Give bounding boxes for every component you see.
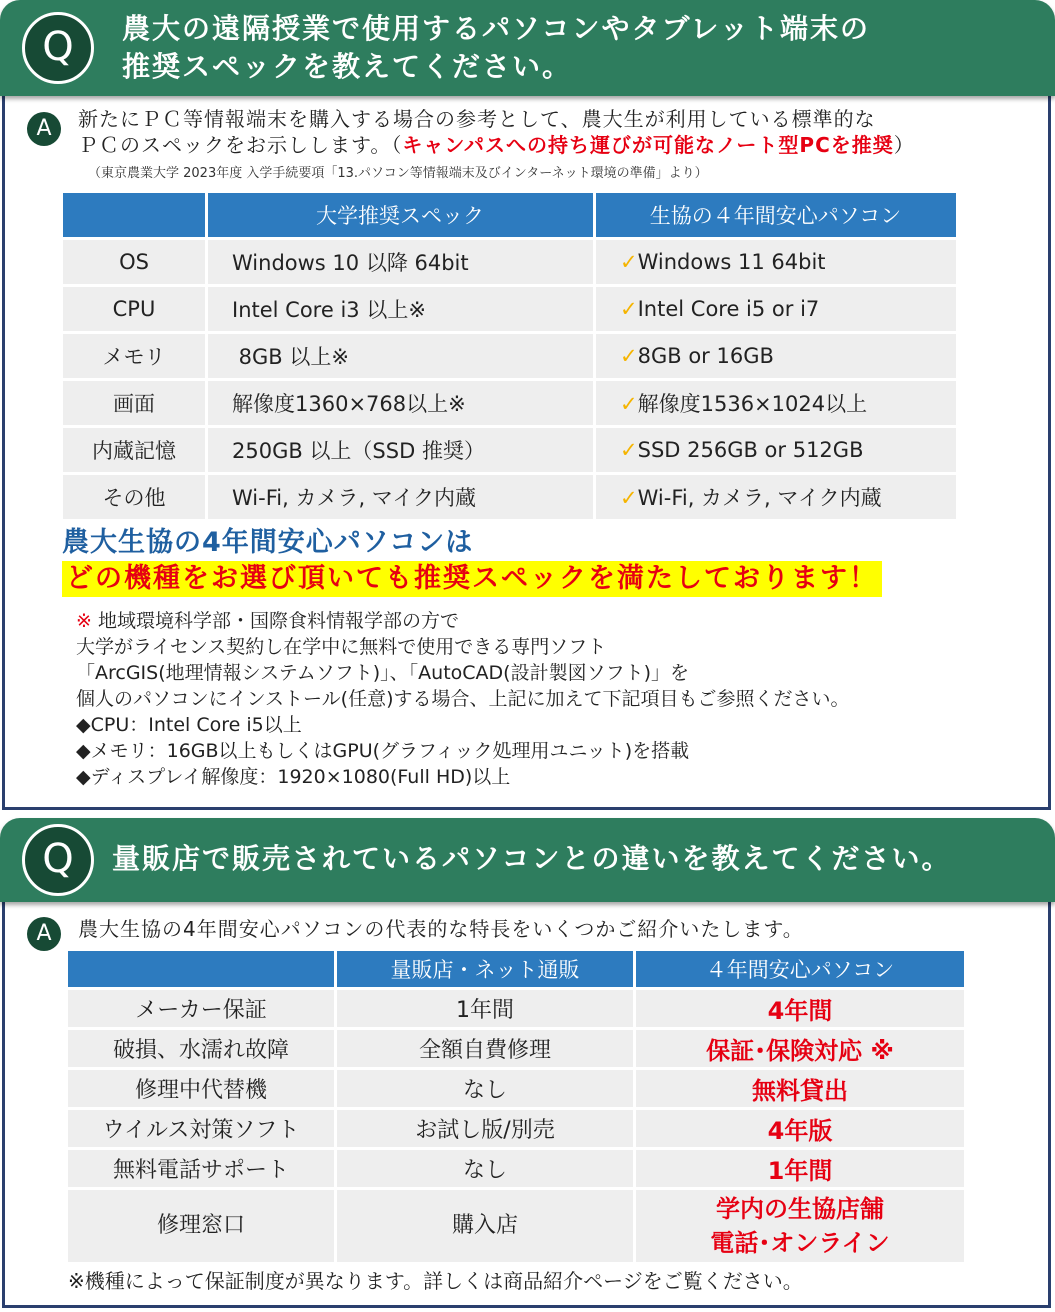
cmp-header-blank [68, 951, 334, 987]
spec-recommended: 8GB 以上※ [208, 334, 593, 378]
spec-coop [596, 381, 956, 425]
spec-header-blank [63, 193, 205, 237]
spec-coop [596, 428, 956, 472]
notes-line5: ◆CPU：Intel Core i5以上 [76, 714, 302, 736]
spec-label: 画面 [63, 381, 205, 425]
cmp-label: メーカー保証 [68, 990, 334, 1027]
spec-label: CPU [63, 287, 205, 331]
software-notes [76, 608, 850, 790]
cmp-header-store: 量販店・ネット通販 [337, 951, 633, 987]
spec-recommended: Intel Core i3 以上※ [208, 287, 593, 331]
q1-answer-line2 [78, 132, 915, 158]
q1-title [122, 10, 870, 86]
spec-header-coop: 生協の４年間安心パソコン [596, 193, 956, 237]
notes-line3: 「ArcGIS(地理情報システムソフト)」、「AutoCAD(設計製図ソフト)」を [76, 662, 689, 684]
cmp-coop [636, 1190, 964, 1262]
q1-answer-line1: 新たにＰＣ等情報端末を購入する場合の参考として、農大生が利用している標準的な [78, 107, 876, 131]
spec-coop [596, 240, 956, 284]
table-row [68, 1110, 964, 1147]
cmp-store: なし [337, 1150, 633, 1187]
cmp-coop: 4年間 [636, 990, 964, 1027]
notes-line2: 大学がライセンス契約し在学中に無料で使用できる専門ソフト [76, 636, 607, 658]
spec-coop-value: Wi-Fi, カメラ, マイク内蔵 [637, 486, 882, 510]
table-row [68, 1030, 964, 1067]
spec-coop [596, 334, 956, 378]
cmp-label: 無料電話サポート [68, 1150, 334, 1187]
table-row [63, 240, 956, 284]
table-row [63, 287, 956, 331]
cmp-label: ウイルス対策ソフト [68, 1110, 334, 1147]
table-row [68, 1070, 964, 1107]
q2-header-bar [0, 818, 1055, 902]
cmp-store: 購入店 [337, 1190, 633, 1262]
spec-label: 内蔵記憶 [63, 428, 205, 472]
check-icon: ✓ [620, 250, 638, 274]
spec-recommended: 解像度1360×768以上※ [208, 381, 593, 425]
spec-label: OS [63, 240, 205, 284]
q2-answer: 農大生協の4年間安心パソコンの代表的な特長をいくつかご紹介いたします。 [78, 917, 804, 941]
spec-recommended: Windows 10 以降 64bit [208, 240, 593, 284]
check-icon: ✓ [620, 486, 638, 510]
spec-coop [596, 287, 956, 331]
spec-table [60, 190, 959, 522]
notes-line6: ◆メモリ：16GB以上もしくはGPU(グラフィック処理用ユニット)を搭載 [76, 740, 690, 762]
cmp-store: 全額自費修理 [337, 1030, 633, 1067]
spec-coop-value: Intel Core i5 or i7 [637, 297, 820, 321]
cmp-store: 1年間 [337, 990, 633, 1027]
notes-line1-text: 地域環境科学部・国際食料情報学部の方で [91, 610, 459, 632]
notes-line7: ◆ディスプレイ解像度：1920×1080(Full HD)以上 [76, 766, 511, 788]
table-header-row [63, 193, 956, 237]
note-mark: ※ [76, 610, 92, 632]
cmp-coop-line2: 電話･オンライン [710, 1229, 890, 1257]
meets-spec-banner: どの機種をお選び頂いても推奨スペックを満たしております！ [62, 561, 882, 597]
spec-recommended: Wi-Fi, カメラ, マイク内蔵 [208, 475, 593, 519]
table-row [68, 1150, 964, 1187]
check-icon: ✓ [620, 438, 638, 462]
spec-coop-value: 解像度1536×1024以上 [637, 392, 868, 416]
cmp-store: お試し版/別売 [337, 1110, 633, 1147]
cmp-label: 修理中代替機 [68, 1070, 334, 1107]
spec-label: その他 [63, 475, 205, 519]
cmp-header-coop: ４年間安心パソコン [636, 951, 964, 987]
cmp-coop: 1年間 [636, 1150, 964, 1187]
q1-header-bar [0, 0, 1055, 96]
a-badge: A [27, 112, 61, 146]
q1-title-line2: 推奨スペックを教えてください。 [122, 50, 573, 83]
cmp-store: なし [337, 1070, 633, 1107]
cmp-coop: 無料貸出 [636, 1070, 964, 1107]
q1-answer [78, 106, 915, 158]
source-citation: （東京農業大学 2023年度 入学手続要項「13.パソコン等情報端末及びインターネット環境の準備」より） [88, 166, 708, 181]
cmp-label: 修理窓口 [68, 1190, 334, 1262]
table-row [68, 1190, 964, 1262]
spec-coop [596, 475, 956, 519]
spec-coop-value: Windows 11 64bit [637, 250, 826, 274]
cmp-label: 破損、水濡れ故障 [68, 1030, 334, 1067]
table-row [63, 428, 956, 472]
spec-coop-value: 8GB or 16GB [637, 344, 774, 368]
cmp-coop: 保証･保険対応 ※ [636, 1030, 964, 1067]
q1-answer-line2-close: ） [893, 133, 915, 157]
notebook-recommend-text: キャンパスへの持ち運びが可能なノート型PCを推奨 [402, 133, 894, 157]
spec-recommended: 250GB 以上（SSD 推奨） [208, 428, 593, 472]
comparison-table [65, 948, 967, 1265]
check-icon: ✓ [620, 392, 638, 416]
q1-answer-line2-text: ＰＣのスペックをお示しします。（ [78, 133, 403, 157]
a-badge: A [27, 917, 61, 951]
spec-header-recommended: 大学推奨スペック [208, 193, 593, 237]
warranty-footnote: ※機種によって保証制度が異なります。詳しくは商品紹介ページをご覧ください。 [68, 1269, 803, 1293]
table-row [63, 475, 956, 519]
table-row [68, 990, 964, 1027]
coop-pc-heading: 農大生協の4年間安心パソコンは [62, 527, 474, 558]
q-badge: Q [22, 12, 94, 84]
table-header-row [68, 951, 964, 987]
notes-line4: 個人のパソコンにインストール(任意)する場合、上記に加えて下記項目もご参照ください。 [76, 688, 850, 710]
check-icon: ✓ [620, 344, 638, 368]
q1-title-line1: 農大の遠隔授業で使用するパソコンやタブレット端末の [122, 12, 871, 45]
notes-line1 [76, 608, 850, 634]
q2-title: 量販店で販売されているパソコンとの違いを教えてください。 [112, 842, 952, 875]
table-row [63, 381, 956, 425]
q-badge: Q [22, 824, 94, 896]
table-row [63, 334, 956, 378]
cmp-coop-line1: 学内の生協店舗 [716, 1195, 884, 1223]
spec-coop-value: SSD 256GB or 512GB [637, 438, 864, 462]
check-icon: ✓ [620, 297, 638, 321]
spec-label: メモリ [63, 334, 205, 378]
cmp-coop: 4年版 [636, 1110, 964, 1147]
